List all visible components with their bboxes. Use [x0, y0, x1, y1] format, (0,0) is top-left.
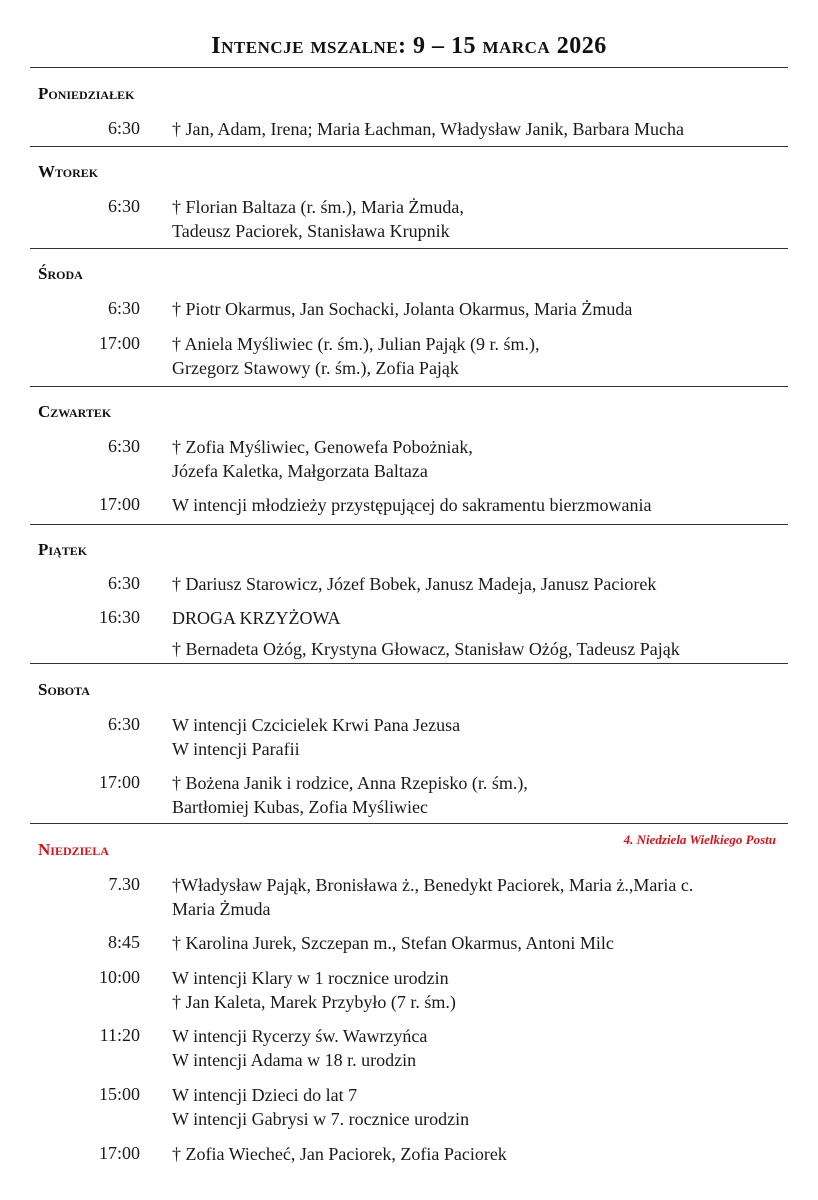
mass-time: 8:45 [107, 932, 140, 952]
mass-time: 6:30 [107, 436, 140, 456]
mass-time: 17:00 [98, 494, 140, 514]
mass-intention: † Aniela Myśliwiec (r. śm.), Julian Pająk (9 r. śm.), [172, 334, 540, 354]
mass-time: 6:30 [107, 573, 140, 593]
day-heading-saturday: Sobota [38, 680, 90, 699]
day-heading-friday: Piątek [38, 540, 88, 559]
mass-time: 11:20 [99, 1025, 140, 1045]
mass-intention: † Piotr Okarmus, Jan Sochacki, Jolanta Okarmus, Maria Żmuda [172, 299, 633, 319]
mass-time: 17:00 [98, 1143, 140, 1163]
day-divider [30, 823, 788, 824]
day-heading-wednesday: Środa [38, 264, 83, 283]
day-divider [30, 248, 788, 249]
mass-intention: † Bernadeta Ożóg, Krystyna Głowacz, Stanisław Ożóg, Tadeusz Pająk [172, 639, 680, 659]
mass-time: 10:00 [98, 967, 140, 987]
mass-intention: W intencji młodzieży przystępującej do sakramentu bierzmowania [172, 495, 652, 515]
mass-intention: Józefa Kaletka, Małgorzata Baltaza [172, 461, 428, 481]
title-divider [30, 67, 788, 68]
mass-intention: †Władysław Pająk, Bronisława ż., Benedykt Paciorek, Maria ż.,Maria c. [172, 875, 694, 895]
mass-intention: DROGA KRZYŻOWA [172, 608, 341, 628]
mass-intention: W intencji Adama w 18 r. urodzin [172, 1050, 417, 1070]
mass-intention: W intencji Gabrysi w 7. rocznice urodzin [172, 1109, 470, 1129]
mass-time: 6:30 [107, 298, 140, 318]
mass-time: 15:00 [98, 1084, 140, 1104]
mass-intention: † Karolina Jurek, Szczepan m., Stefan Okarmus, Antoni Milc [172, 933, 614, 953]
mass-time: 17:00 [98, 772, 140, 792]
mass-intention: † Zofia Myśliwiec, Genowefa Pobożniak, [172, 437, 473, 457]
day-divider [30, 146, 788, 147]
mass-intention: W intencji Klary w 1 rocznice urodzin [172, 968, 449, 988]
mass-time: 17:00 [98, 333, 140, 353]
day-divider [30, 524, 788, 525]
mass-time: 6:30 [107, 714, 140, 734]
mass-intention: W intencji Parafii [172, 739, 300, 759]
mass-intention: † Bożena Janik i rodzice, Anna Rzepisko (r. śm.), [172, 773, 528, 793]
mass-intention: † Florian Baltaza (r. śm.), Maria Żmuda, [172, 197, 464, 217]
day-divider [30, 386, 788, 387]
mass-intention: W intencji Rycerzy św. Wawrzyńca [172, 1026, 428, 1046]
mass-time: 16:30 [98, 607, 140, 627]
day-divider [30, 663, 788, 664]
mass-intention: Grzegorz Stawowy (r. śm.), Zofia Pająk [172, 358, 459, 378]
mass-intention: † Jan, Adam, Irena; Maria Łachman, Władysław Janik, Barbara Mucha [172, 119, 684, 139]
mass-intention: W intencji Czcicielek Krwi Pana Jezusa [172, 715, 461, 735]
mass-intention: Bartłomiej Kubas, Zofia Myśliwiec [172, 797, 428, 817]
mass-intention: W intencji Dzieci do lat 7 [172, 1085, 358, 1105]
mass-intention: † Jan Kaleta, Marek Przybyło (7 r. śm.) [172, 992, 456, 1012]
day-heading-tuesday: Wtorek [38, 162, 99, 181]
mass-time: 6:30 [107, 118, 140, 138]
day-heading-monday: Poniedziałek [38, 84, 135, 103]
day-heading-sunday: Niedziela [38, 840, 109, 859]
mass-intention: Maria Żmuda [172, 899, 271, 919]
liturgical-note: 4. Niedziela Wielkiego Postu [623, 832, 776, 847]
mass-time: 7.30 [108, 874, 140, 894]
mass-intention: † Zofia Wiecheć, Jan Paciorek, Zofia Paciorek [172, 1144, 507, 1164]
mass-intention: † Dariusz Starowicz, Józef Bobek, Janusz Madeja, Janusz Paciorek [172, 574, 657, 594]
mass-time: 6:30 [107, 196, 140, 216]
page-title: Intencje mszalne: 9 – 15 marca 2026 [211, 33, 607, 59]
day-heading-thursday: Czwartek [38, 402, 112, 421]
mass-intention: Tadeusz Paciorek, Stanisława Krupnik [172, 221, 450, 241]
